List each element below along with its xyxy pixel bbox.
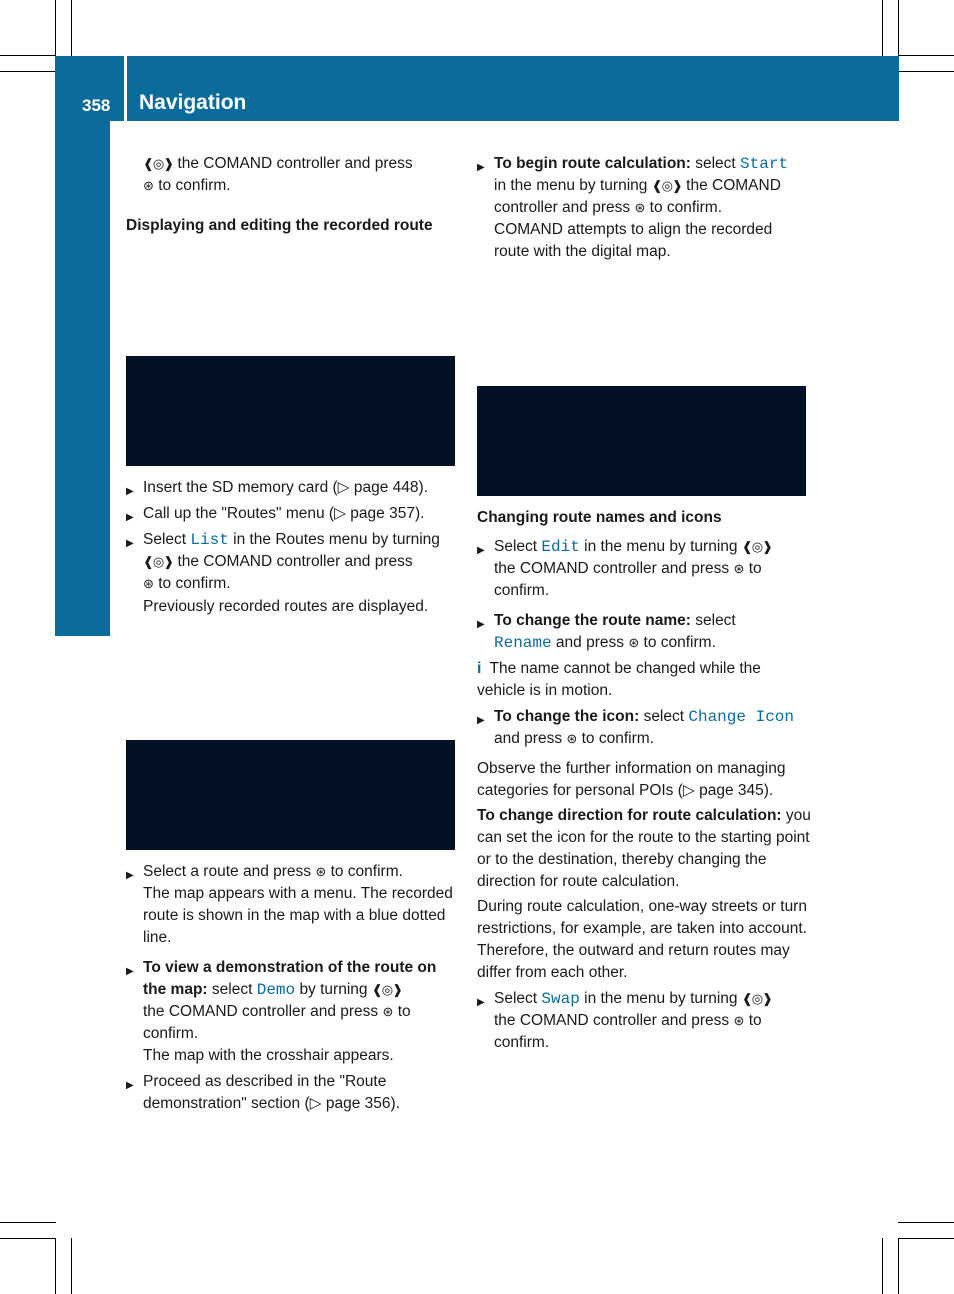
menu-item-change-icon: Change Icon (688, 708, 794, 726)
crop-mark (898, 1222, 954, 1223)
crop-mark (71, 1238, 72, 1294)
crop-mark (0, 1222, 56, 1223)
menu-item-demo: Demo (256, 981, 296, 999)
menu-item-swap: Swap (541, 990, 580, 1008)
crop-mark (898, 0, 899, 56)
press-icon: ⊛ (733, 561, 745, 576)
menu-item-rename: Rename (494, 634, 552, 652)
screen-image (126, 740, 455, 850)
controller-icon: ❰◎❱ (143, 554, 174, 569)
crop-mark (898, 1238, 954, 1239)
step-select-swap: ▶ Select Swap in the menu by turning ❰◎❱ the COMAND controller and press ⊛ to confirm. (477, 988, 812, 1054)
press-icon: ⊛ (143, 576, 154, 591)
paragraph-direction: To change direction for route calculation: you can set the icon for the route to the starting point or to the destination, thereby changing the direction for route calculation. (477, 807, 811, 890)
controller-icon: ❰◎❱ (741, 991, 772, 1006)
intro-continuation: ❰◎❱ the COMAND controller and press ⊛ to confirm. (143, 155, 413, 194)
paragraph-restrictions: During route calculation, one-way streets or turn restrictions, for example, are taken into account. Therefore, the outward and return routes may differ from each other. (477, 898, 807, 981)
crop-mark (882, 0, 883, 56)
menu-item-edit: Edit (541, 538, 580, 556)
controller-icon: ❰◎❱ (143, 156, 174, 171)
step-demo: ▶ To view a demonstration of the route on the map: select Demo by turning ❰◎❱ the COMAND controller and press ⊛ to confirm. The map with the crosshair appears. (126, 957, 461, 1067)
step-begin-calculation: ▶ To begin route calculation: select Start in the menu by turning ❰◎❱ the COMAND controller and press ⊛ to confirm. COMAND attempts to align the recorded route with the digital map. (477, 153, 809, 263)
press-icon: ⊛ (634, 200, 646, 215)
crop-mark (898, 71, 954, 72)
step-select-list: ▶ Select List in the Routes menu by turning ❰◎❱ the COMAND controller and press ⊛ to confirm. Previously recorded routes are displayed. (126, 529, 461, 618)
press-icon: ⊛ (733, 1013, 745, 1028)
step-rename: ▶ To change the route name: select Rename and press ⊛ to confirm. (477, 610, 812, 654)
section-heading: Changing route names and icons (477, 509, 722, 526)
section-heading: Displaying and editing the recorded route (126, 217, 433, 234)
crop-mark (0, 71, 56, 72)
screen-image (126, 356, 455, 466)
crop-mark (898, 55, 954, 56)
step-select-edit: ▶ Select Edit in the menu by turning ❰◎❱ the COMAND controller and press ⊛ to confirm. (477, 536, 812, 602)
controller-icon: ❰◎❱ (371, 982, 402, 997)
left-column-steps (126, 477, 461, 618)
section-title: Navigation (139, 91, 247, 114)
screen-image (477, 386, 806, 496)
step-select-route: ▶ Select a route and press ⊛ to confirm. The map appears with a menu. The recorded route is shown in the map with a blue dotted line. (126, 861, 461, 949)
paragraph-poi: Observe the further information on managing categories for personal POIs (▷ page 345). (477, 760, 786, 799)
press-icon: ⊛ (315, 864, 327, 879)
crop-mark (55, 0, 56, 56)
page-number: 358 (82, 96, 111, 115)
left-column-steps-2 (126, 861, 461, 1115)
menu-item-start: Start (740, 155, 789, 173)
step-insert-sd: ▶ Insert the SD memory card (▷ page 448). (126, 477, 461, 499)
right-column-2 (477, 507, 812, 1054)
page-header (55, 56, 899, 121)
press-icon: ⊛ (628, 635, 640, 650)
crop-mark (71, 0, 72, 56)
crop-mark (898, 1238, 899, 1294)
header-separator (124, 56, 127, 121)
crop-mark (55, 1238, 56, 1294)
controller-icon: ❰◎❱ (741, 539, 772, 554)
controller-icon: ❰◎❱ (651, 178, 682, 193)
info-icon: i (477, 660, 482, 677)
step-proceed: ▶ Proceed as described in the "Route demonstration" section (▷ page 356). (126, 1071, 461, 1115)
crop-mark (882, 1238, 883, 1294)
right-column (477, 153, 809, 263)
info-note: i The name cannot be changed while the vehicle is in motion. (477, 660, 761, 699)
press-icon: ⊛ (382, 1004, 394, 1019)
step-change-icon: ▶ To change the icon: select Change Icon and press ⊛ to confirm. (477, 706, 812, 750)
menu-item-list: List (190, 531, 229, 549)
crop-mark (0, 55, 56, 56)
crop-mark (0, 1238, 56, 1239)
left-column (126, 153, 461, 237)
step-call-routes: ▶ Call up the "Routes" menu (▷ page 357). (126, 503, 461, 525)
press-icon: ⊛ (143, 178, 154, 193)
side-tab-label: COMAND (85, 474, 112, 586)
press-icon: ⊛ (566, 731, 578, 746)
